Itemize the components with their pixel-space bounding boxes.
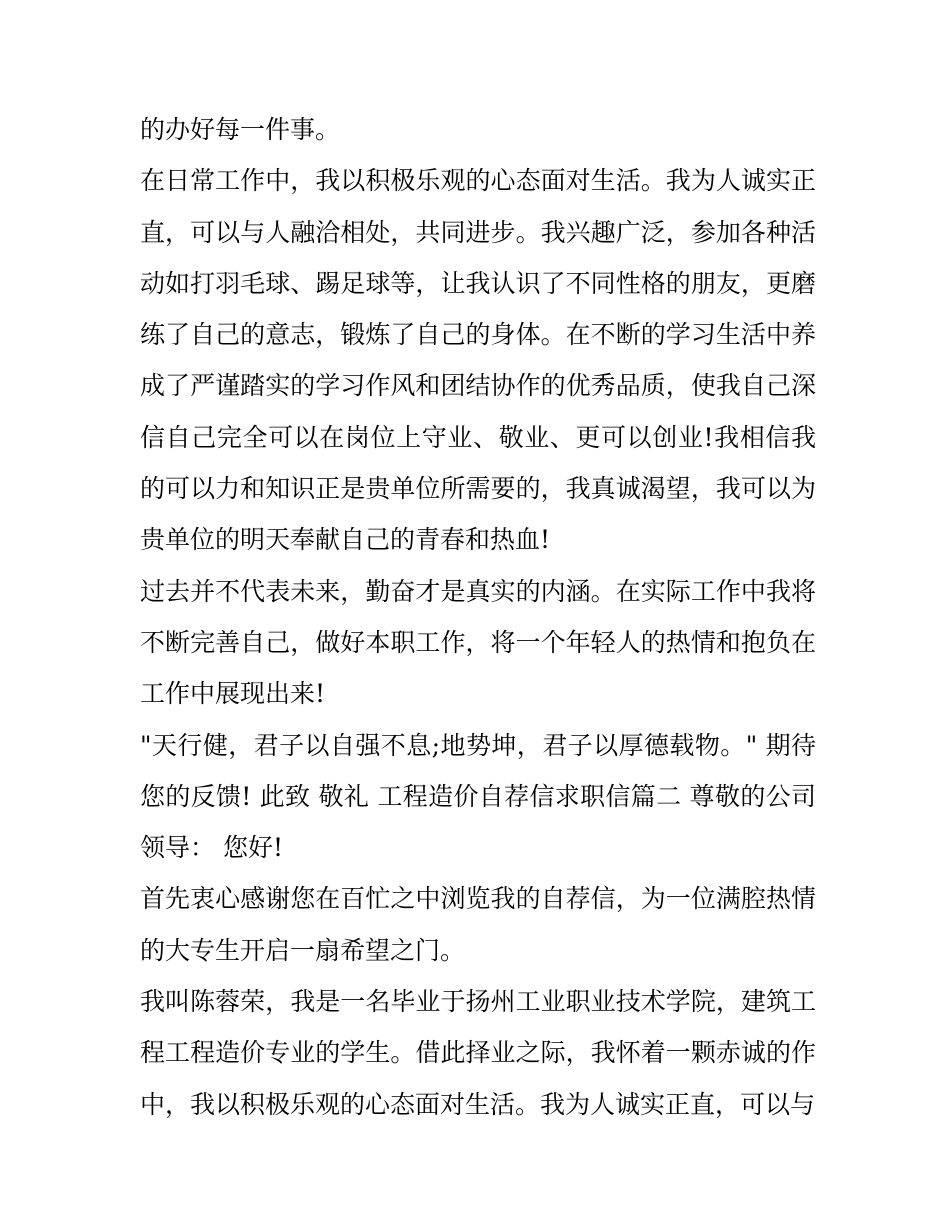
paragraph-future-commitment: 过去并不代表未来，勤奋才是真实的内涵。在实际工作中我将不断完善自己，做好本职工作，将一个年轻人的热情和抱负在工作中展现出来! — [140, 576, 816, 709]
paragraph-thanks: 首先衷心感谢您在百忙之中浏览我的自荐信，为一位满腔热情的大专生开启一扇希望之门。 — [140, 884, 816, 965]
document-body — [140, 104, 816, 1130]
paragraph-continuation: 的办好每一件事。 — [140, 115, 341, 144]
paragraph-closing-and-second-letter: "天行健，君子以自强不息;地势坤，君子以厚德载物。" 期待您的反馈! 此致 敬礼 工程造价自荐信求职信篇二 尊敬的公司领导： 您好! — [140, 730, 816, 863]
paragraph-introduction: 我叫陈蓉荣，我是一名毕业于扬州工业职业技术学院，建筑工程工程造价专业的学生。借此择业之际，我怀着一颗赤诚的作中，我以积极乐观的心态面对生活。我为人诚实正直，可以与 — [140, 987, 816, 1119]
paragraph-personal-qualities: 在日常工作中，我以积极乐观的心态面对生活。我为人诚实正直，可以与人融洽相处，共同进步。我兴趣广泛，参加各种活动如打羽毛球、踢足球等，让我认识了不同性格的朋友，更磨练了自己的意志，锻炼了自己的身体。在不断的学习生活中养成了严谨踏实的学习作风和团结协作的优秀品质，使我自己深信自己完全可以在岗位上守业、敬业、更可以创业!我相信我的可以力和知识正是贵单位所需要的，我真诚渴望，我可以为贵单位的明天奉献自己的青春和热血! — [140, 166, 816, 555]
